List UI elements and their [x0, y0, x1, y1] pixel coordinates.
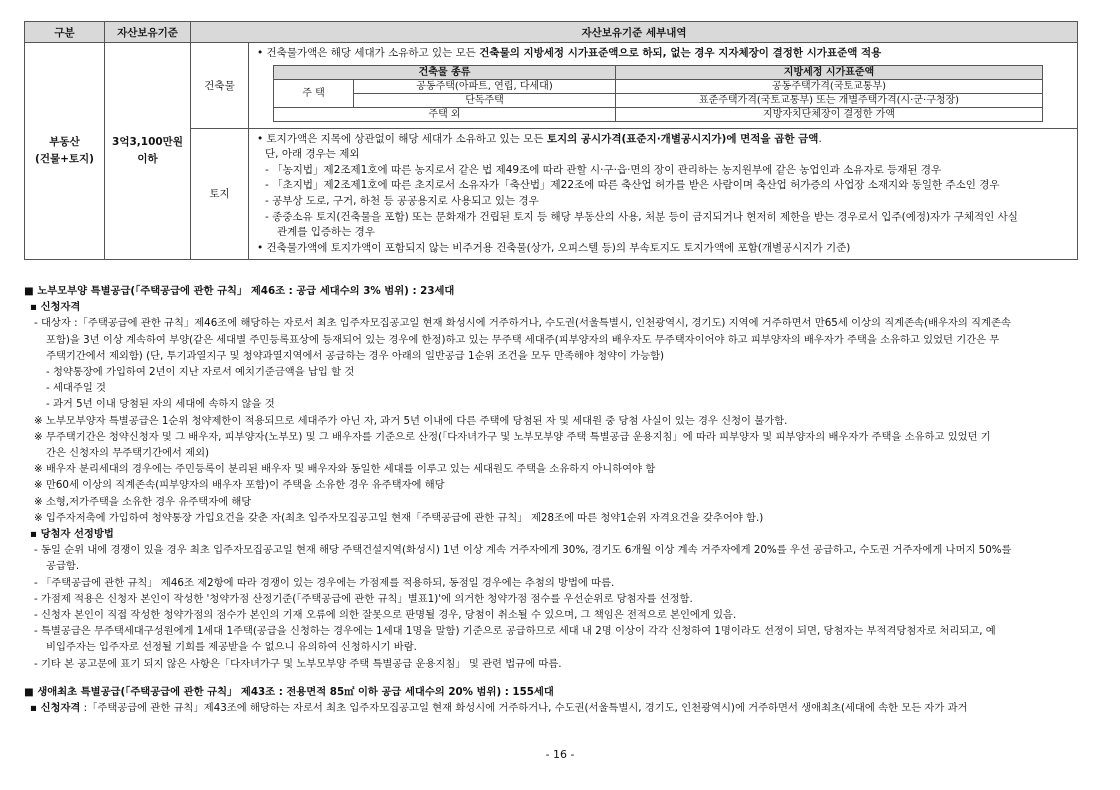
paragraph-line: - 가점제 적용은 신청자 본인이 작성한 '청약가점 산정기준(「주택공급에 관한 규칙」별표1)'에 의거한 청약가점 점수를 우선순위로 당첨자를 선정함.: [34, 592, 693, 605]
header-criteria: 자산보유기준: [105, 22, 191, 43]
building-label: 건축물: [191, 43, 249, 129]
building-type: 단독주택: [354, 93, 616, 107]
section-heading-senior: ■ 노부모부양 특별공급(「주택공급에 관한 규칙」 제46조 : 공급 세대수의 3% 범위) : 23세대: [24, 285, 455, 297]
note-line: ※ 배우자 분리세대의 경우에는 주민등록이 분리된 배우자 및 배우자와 동일한 세대를 이루고 있는 세대원도 주택을 소유하지 아니하여야 함: [34, 463, 656, 476]
paragraph-line: - 청약통장에 가입하여 2년이 지난 자로서 예치기준금액을 납입 할 것: [46, 366, 355, 379]
building-desc-bold: 건축물의 지방세정 시가표준액으로 하되, 없는 경우 지자체장이 결정한 시가표준액 적용: [479, 47, 882, 59]
paragraph-line: - 동일 순위 내에 경쟁이 있을 경우 최초 입주자모집공고일 현재 해당 주택건설지역(화성시) 1년 이상 계속 거주자에게 30%, 경기도 6개월 이상 계속 거주자에게 20%를 우선 공급하고, 수도권 거주자에게 나머지 50%를: [34, 544, 1012, 557]
note-line: ※ 무주택기간은 청약신청자 및 그 배우자, 피부양자(노부모) 및 그 배우자를 기준으로 산정(「다자녀가구 및 노부모부양 주택 특별공급 운용지침」에 따라 피부양자 및 피부양자의 배우자가 주택을 소유하고 있었던 기: [34, 430, 991, 443]
note-line: ※ 소형,저가주택을 소유한 경우 유주택자에 해당: [34, 495, 252, 508]
inner-header-type: 건축물 종류: [274, 65, 616, 79]
header-category: 구분: [25, 22, 105, 43]
table-row: [274, 93, 1043, 107]
table-row-building: [25, 43, 1078, 129]
land-desc-text: • 토지가액은 지목에 상관없이 해당 세대가 소유하고 있는 모든: [257, 132, 547, 145]
land-line: - 공부상 도로, 구거, 하천 등 공공용지로 사용되고 있는 경우: [265, 194, 539, 207]
header-details: 자산보유기준 세부내역: [191, 22, 1078, 43]
table-row: [274, 79, 1043, 93]
category-cell: [25, 43, 105, 260]
paragraph-line: 공급함.: [46, 560, 80, 573]
paragraph-line: 비입주자는 입주자로 선정될 기회를 제공받을 수 없으니 유의하여 신청하시기 바람.: [46, 641, 417, 654]
paragraph-line: - 신청자 본인이 직접 작성한 청약가점의 점수가 본인의 기재 오류에 의한 잘못으로 판명될 경우, 당첨이 취소될 수 있으며, 그 책임은 전적으로 본인에게 있음.: [34, 609, 737, 622]
subheading-eligibility: ▪ 신청자격: [30, 301, 81, 314]
paragraph-line: - 「주택공급에 관한 규칙」 제46조 제2항에 따라 경쟁이 있는 경우에는 가점제를 적용하되, 동점일 경우에는 추첨의 방법에 따름.: [34, 576, 615, 589]
building-type: 주택 외: [274, 107, 616, 121]
section-heading-first-time: ■ 생애최초 특별공급(「주택공급에 관한 규칙」 제43조 : 전용면적 85㎡ 이하 공급 세대수의 20% 범위) : 155세대: [24, 685, 554, 698]
category-line-2: (건물+토지): [35, 153, 94, 166]
land-label: 토지: [191, 128, 249, 260]
land-line: 단, 아래 경우는 제외: [265, 148, 360, 161]
first-time-eligibility-label: ▪ 신청자격: [30, 702, 81, 715]
building-description: [257, 46, 1071, 62]
building-value: 공동주택가격(국토교통부): [616, 79, 1043, 93]
table-header-row: [25, 22, 1078, 43]
paragraph-line: - 과거 5년 이내 당첨된 자의 세대에 속하지 않을 것: [46, 398, 275, 411]
body-text: [24, 281, 1074, 716]
paragraph-line: 주택기간에서 제외함) (단, 투기과열지구 및 청약과열지역에서 공급하는 경우 아래의 일반공급 1순위 조건을 모두 만족해야 청약이 가능함): [46, 349, 665, 362]
first-time-eligibility-text: :「주택공급에 관한 규칙」제43조에 해당하는 자로서 최초 입주자모집공고일 현재 화성시에 거주하거나, 수도권(서울특별시, 경기도, 인천광역시)에 거주하면서 생애최초(세대에 속한 모든 자가 과거: [80, 702, 968, 715]
land-line: - 종중소유 토지(건축물을 포함) 또는 문화재가 건립된 토지 등 해당 부동산의 사용, 처분 등이 금지되거나 현저히 제한을 받는 경우로서 입주(예정)자가 구체적인 사실: [265, 210, 1018, 223]
note-line: ※ 만60세 이상의 직계존속(피부양자의 배우자 포함)이 주택을 소유한 경우 유주택자에 해당: [34, 479, 445, 492]
land-detail: [249, 128, 1078, 260]
inner-header-value: 지방세정 시가표준액: [616, 65, 1043, 79]
housing-label: 주 택: [274, 79, 354, 107]
criteria-cell: [105, 43, 191, 260]
criteria-line-1: 3억3,100만원: [112, 136, 183, 149]
inner-header-row: [274, 65, 1043, 79]
paragraph-line: 포함)을 3년 이상 계속하여 부양(같은 세대별 주민등록표상에 등재되어 있는 경우에 한정)하고 있는 무주택 세대주(피부양자의 배우자도 무주택자이어야 하고 피부양자의 배우자가 주택을 소유하고 있었던 기간은 무: [46, 333, 1000, 346]
building-type-table: [273, 65, 1043, 122]
land-desc-end: .: [818, 132, 822, 145]
land-line: • 건축물가액에 토지가액이 포함되지 않는 비주거용 건축물(상가, 오피스텔 등)의 부속토지도 토지가액에 포함(개별공시지가 기준): [257, 241, 851, 254]
table-row: [274, 107, 1043, 121]
asset-criteria-table: [24, 21, 1078, 260]
note-line: ※ 입주자저축에 가입하여 청약통장 가입요건을 갖춘 자(최초 입주자모집공고일 현재「주택공급에 관한 규칙」 제28조에 따른 청약1순위 자격요건을 갖추어야 함.): [34, 511, 764, 524]
page-number: - 16 -: [545, 748, 575, 761]
paragraph-line: - 세대주일 것: [46, 382, 106, 395]
subheading-selection: ▪ 당첨자 선정방법: [30, 528, 114, 541]
first-time-eligibility: [24, 700, 1074, 716]
building-detail: [249, 43, 1078, 129]
building-desc-text: • 건축물가액은 해당 세대가 소유하고 있는 모든: [257, 47, 480, 59]
building-value: 지방자치단체장이 결정한 가액: [616, 107, 1043, 121]
land-line: - 「초지법」제2조제1호에 따른 초지로서 소유자가「축산법」제22조에 따른 축산업 허가를 받은 사람이며 축산업 허가증의 사업장 소재지와 동일한 주소인 경우: [265, 179, 1000, 192]
building-type: 공동주택(아파트, 연립, 다세대): [354, 79, 616, 93]
land-desc-bold: 토지의 공시가격(표준지·개별공시지가)에 면적을 곱한 금액: [546, 132, 819, 145]
paragraph-line: - 기타 본 공고문에 표기 되지 않은 사항은「다자녀가구 및 노부모부양 주택 특별공급 운용지침」 및 관련 법규에 따름.: [34, 657, 562, 670]
land-line: - 「농지법」제2조제1호에 따른 농지로서 같은 법 제49조에 따라 관할 시·구·읍·면의 장이 관리하는 농지원부에 같은 농업인과 소유자로 등재된 경우: [265, 163, 942, 176]
category-line-1: 부동산: [49, 136, 80, 149]
land-description: [257, 132, 1071, 148]
note-line: ※ 노부모부양자 특별공급은 1순위 청약제한이 적용되므로 세대주가 아닌 자, 과거 5년 이내에 다른 주택에 당첨된 자 및 세대원 중 당첨 사실이 있는 경우 신청이 불가함.: [34, 414, 788, 427]
land-line: 관계를 입증하는 경우: [277, 226, 375, 239]
building-value: 표준주택가격(국토교통부) 또는 개별주택가격(시·군·구청장): [616, 93, 1043, 107]
spacer: [24, 672, 1074, 682]
paragraph-line: - 특별공급은 무주택세대구성원에게 1세대 1주택(공급을 신청하는 경우에는 1세대 1명을 말함) 기준으로 공급하므로 세대 내 2명 이상이 각각 신청하여 1명이라도 선정이 되면, 당첨자는 부적격당첨자로 처리되고, 예: [34, 625, 996, 638]
note-line: 간은 신청자의 무주택기간에서 제외): [46, 447, 210, 460]
paragraph-line: - 대상자 :「주택공급에 관한 규칙」제46조에 해당하는 자로서 최초 입주자모집공고일 현재 화성시에 거주하거나, 수도권(서울특별시, 인천광역시, 경기도) 지역에 거주하면서 만65세 이상의 직계존속(배우자의 직계존속: [34, 317, 1011, 330]
criteria-line-2: 이하: [137, 153, 158, 166]
